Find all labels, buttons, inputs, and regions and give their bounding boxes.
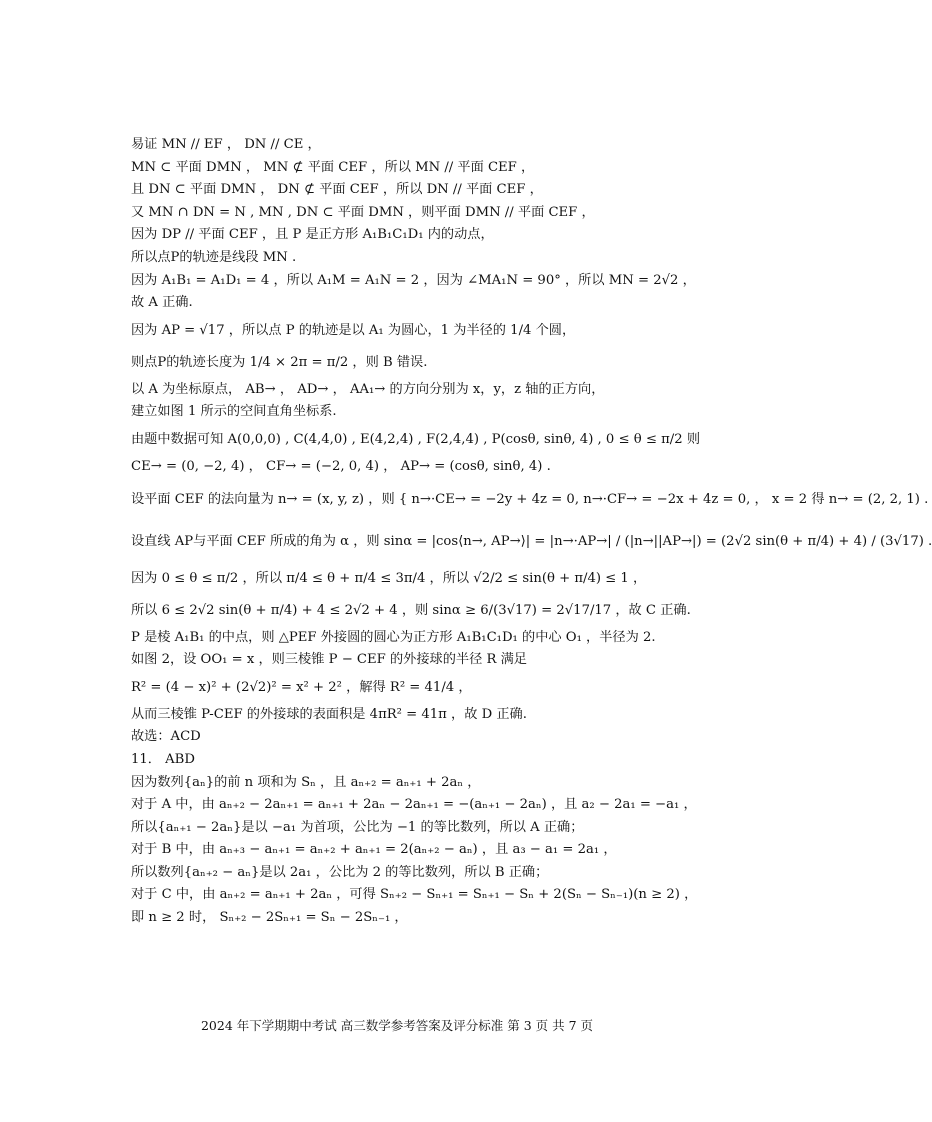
- text-line: 从而三棱锥 P-CEF 的外接球的表面积是 4πR² = 41π ，故 D 正确.: [131, 706, 527, 722]
- text-line: 如图 2，设 OO₁ = x ，则三棱锥 P − CEF 的外接球的半径 R 满足: [131, 652, 527, 668]
- text-line: 因为 0 ≤ θ ≤ π/2 ，所以 π/4 ≤ θ + π/4 ≤ 3π/4 ，所以 √2/2 ≤ sin(θ + π/4) ≤ 1 ，: [131, 570, 647, 586]
- text-line: R² = (4 − x)² + (2√2)² = x² + 2² ，解得 R² = 41/4 ，: [131, 679, 472, 695]
- text-line: 由题中数据可知 A(0,0,0) , C(4,4,0) , E(4,2,4) , F(2,4,4) , P(cosθ, sinθ, 4) , 0 ≤ θ ≤ π/2 则: [131, 431, 700, 447]
- text-line: 所以数列{aₙ₊₂ − aₙ}是以 2a₁ ，公比为 2 的等比数列，所以 B 正确；: [131, 864, 549, 880]
- text-line: 且 DN ⊂ 平面 DMN ， DN ⊄ 平面 CEF ，所以 DN // 平面 CEF ，: [131, 182, 543, 198]
- text-line: 设直线 AP与平面 CEF 所成的角为 α ，则 sinα = |cos⟨n→, AP→⟩| = |n→·AP→| / (|n→||AP→|) = (2√2 sin(θ + π/4) + 4) / (3√17) .: [131, 533, 932, 549]
- text-line: P 是棱 A₁B₁ 的中点，则 △PEF 外接圆的圆心为正方形 A₁B₁C₁D₁ 的中心 O₁ ，半径为 2.: [131, 629, 656, 645]
- text-line: 以 A 为坐标原点， AB→ ， AD→ ， AA₁→ 的方向分别为 x，y，z 轴的正方向，: [131, 381, 605, 397]
- text-line: 故选：ACD: [131, 729, 201, 745]
- text-line: 即 n ≥ 2 时， Sₙ₊₂ − 2Sₙ₊₁ = Sₙ − 2Sₙ₋₁ ，: [131, 910, 408, 926]
- text-line: 设平面 CEF 的法向量为 n→ = (x, y, z) ，则 { n→·CE→ = −2y + 4z = 0, n→·CF→ = −2x + 4z = 0, ， x = 2 得 n→ = (2, 2, 1) .: [131, 491, 929, 507]
- solution-text: [131, 134, 932, 930]
- text-line: 又 MN ∩ DN = N , MN , DN ⊂ 平面 DMN ，则平面 DMN // 平面 CEF ，: [131, 204, 595, 220]
- text-line: 对于 B 中，由 aₙ₊₃ − aₙ₊₁ = aₙ₊₂ + aₙ₊₁ = 2(aₙ₊₂ − aₙ) ，且 a₃ − a₁ = 2a₁ ，: [131, 842, 617, 858]
- text-line: 因为 AP = √17 ，所以点 P 的轨迹是以 A₁ 为圆心，1 为半径的 1/4 个圆，: [131, 322, 576, 338]
- text-line: 对于 C 中，由 aₙ₊₂ = aₙ₊₁ + 2aₙ ，可得 Sₙ₊₂ − Sₙ₊₁ = Sₙ₊₁ − Sₙ + 2(Sₙ − Sₙ₋₁)(n ≥ 2) ，: [131, 887, 698, 903]
- text-line: 建立如图 1 所示的空间直角坐标系.: [131, 404, 337, 420]
- text-line: 因为 DP // 平面 CEF ，且 P 是正方形 A₁B₁C₁D₁ 内的动点，: [131, 227, 494, 243]
- text-line: 对于 A 中，由 aₙ₊₂ − 2aₙ₊₁ = aₙ₊₁ + 2aₙ − 2aₙ₊₁ = −(aₙ₊₁ − 2aₙ) ，且 a₂ − 2a₁ = −a₁ ，: [131, 797, 697, 813]
- text-line: 因为 A₁B₁ = A₁D₁ = 4 ，所以 A₁M = A₁N = 2 ，因为 ∠MA₁N = 90° ，所以 MN = 2√2 ，: [131, 272, 696, 288]
- text-line: 故 A 正确.: [131, 295, 193, 311]
- text-line: 所以{aₙ₊₁ − 2aₙ}是以 −a₁ 为首项，公比为 −1 的等比数列，所以 A 正确；: [131, 819, 584, 835]
- text-line: CE→ = (0, −2, 4) ， CF→ = (−2, 0, 4) ， AP→ = (cosθ, sinθ, 4) .: [131, 458, 551, 474]
- text-line: 则点P的轨迹长度为 1/4 × 2π = π/2 ，则 B 错误.: [131, 354, 428, 370]
- text-line: 所以点P的轨迹是线段 MN .: [131, 249, 297, 265]
- text-line: 所以 6 ≤ 2√2 sin(θ + π/4) + 4 ≤ 2√2 + 4 ，则 sinα ≥ 6/(3√17) = 2√17/17 ，故 C 正确.: [131, 602, 691, 618]
- text-line: 易证 MN // EF ， DN // CE ，: [131, 137, 321, 152]
- text-line: MN ⊂ 平面 DMN ， MN ⊄ 平面 CEF ，所以 MN // 平面 CEF ，: [131, 159, 535, 175]
- text-line: 因为数列{aₙ}的前 n 项和为 Sₙ ，且 aₙ₊₂ = aₙ₊₁ + 2aₙ ，: [131, 774, 481, 790]
- text-line: 11． ABD: [131, 751, 195, 767]
- page-footer: 2024 年下学期期中考试 高三数学参考答案及评分标准 第 3 页 共 7 页: [200, 1018, 593, 1033]
